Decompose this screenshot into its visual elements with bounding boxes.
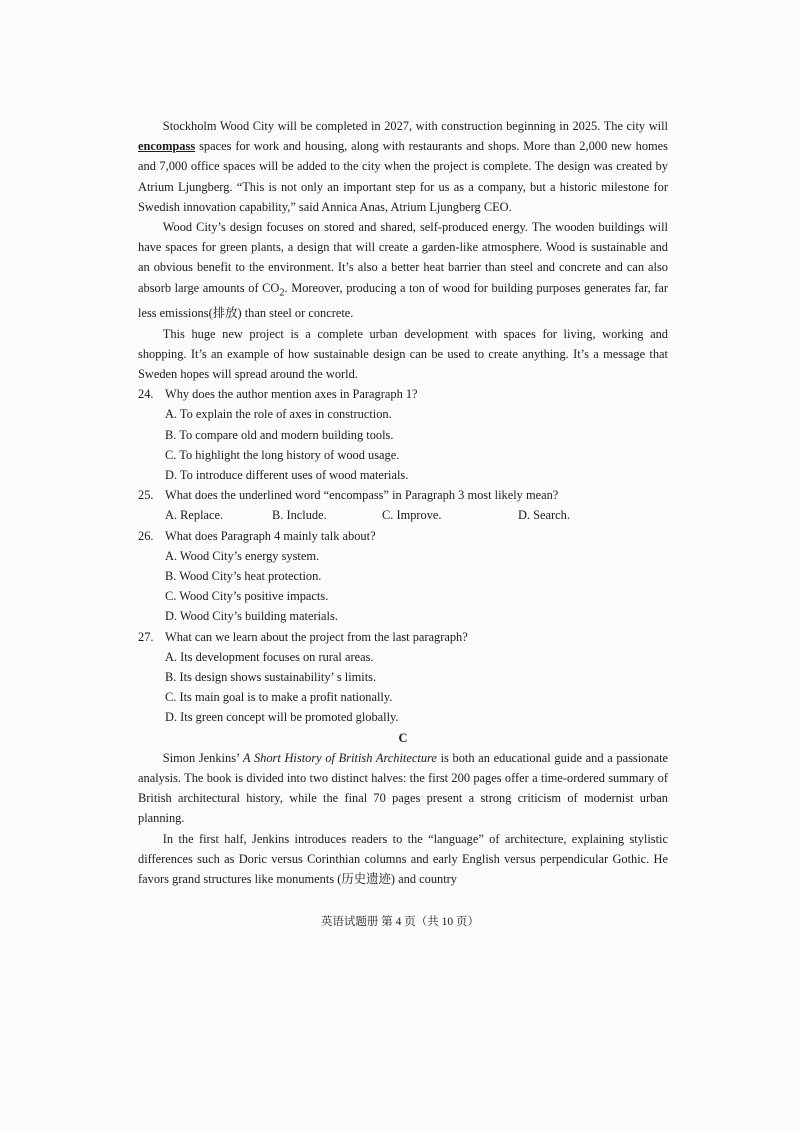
question-26-option-b: B. Wood City’s heat protection. [165, 568, 322, 583]
question-25-option-a: A. Replace. [165, 508, 224, 523]
question-26: 26. What does Paragraph 4 mainly talk about? [138, 528, 376, 543]
question-24-option-a: A. To explain the role of axes in construction. [165, 407, 392, 422]
exam-page [138, 116, 668, 889]
section-c-paragraph-2: In the first half, Jenkins introduces readers to the “language” of architecture, explaining stylistic differences such as Doric versus Corinthian columns and early English versus perpendicular Gothic. He favors grand structures like monuments (历史遗迹) and country [138, 831, 668, 886]
question-26-option-a: A. Wood City’s energy system. [165, 548, 320, 563]
question-25-option-d: D. Search. [518, 508, 570, 523]
question-25-option-b: B. Include. [272, 508, 327, 523]
question-27-option-b: B. Its design shows sustainability’ s limits. [165, 669, 377, 684]
question-24-option-d: D. To introduce different uses of wood materials. [165, 467, 409, 482]
section-c-paragraph-1: Simon Jenkins’ A Short History of British Architecture is both an educational guide and a passionate analysis. The book is divided into two distinct halves: the first 200 pages offer a time-ordered summary of British architectural history, while the final 70 pages present a strong criticism of modernist urban planning. [138, 750, 669, 826]
question-27-option-a: A. Its development focuses on rural areas. [165, 649, 374, 664]
underlined-word: encompass [138, 139, 196, 154]
question-24: 24. Why does the author mention axes in Paragraph 1? [138, 387, 418, 402]
passage-b-paragraph-2: Wood City’s design focuses on stored and shared, self-produced energy. The wooden buildings will have spaces for green plants, a design that will create a garden-like atmosphere. Wood is sustainable and an obvious benefit to the environment. It’s also a better heat barrier than steel and concrete and can also absorb large amounts of $CO_2$. Moreover, producing a ton of wood for building purposes generates far, far less emissions(排放) than steel or concrete. [138, 220, 668, 321]
question-27-option-c: C. Its main goal is to make a profit nationally. [165, 690, 393, 705]
question-26-option-d: D. Wood City’s building materials. [165, 609, 338, 624]
question-27-option-d: D. Its green concept will be promoted globally. [165, 710, 399, 725]
question-24-option-c: C. To highlight the long history of wood usage. [165, 447, 400, 462]
question-25-option-c: C. Improve. [382, 508, 442, 523]
question-24-option-b: B. To compare old and modern building tools. [165, 427, 394, 442]
passage-b-paragraph-1: Stockholm Wood City will be completed in 2027, with construction beginning in 2025. The city will encompass spaces for work and housing, along with restaurants and shops. More than 2,000 new homes and 7,000 office spaces will be added to the city when the project is complete. The design was created by Atrium Ljungberg. “This is not only an important step for us as a company, but a historic milestone for Swedish innovation capability,” said Annica Anas, Atrium Ljungberg CEO. [138, 119, 668, 214]
question-26-option-c: C. Wood City’s positive impacts. [165, 589, 329, 604]
book-title: A Short History of British Architecture [242, 750, 437, 765]
question-25: 25. What does the underlined word “encompass” in Paragraph 3 most likely mean? [138, 488, 559, 503]
question-25-options [138, 505, 668, 525]
section-c-heading: C [398, 730, 408, 745]
question-27: 27. What can we learn about the project from the last paragraph? [138, 629, 468, 644]
page-footer: 英语试题册 第 4 页（共 10 页） [320, 916, 480, 928]
passage-b-paragraph-3: This huge new project is a complete urban development with spaces for living, working and shopping. It’s an example of how sustainable design can be used to create anything. It’s a message that Sweden hopes will spread around the world. [138, 326, 668, 381]
